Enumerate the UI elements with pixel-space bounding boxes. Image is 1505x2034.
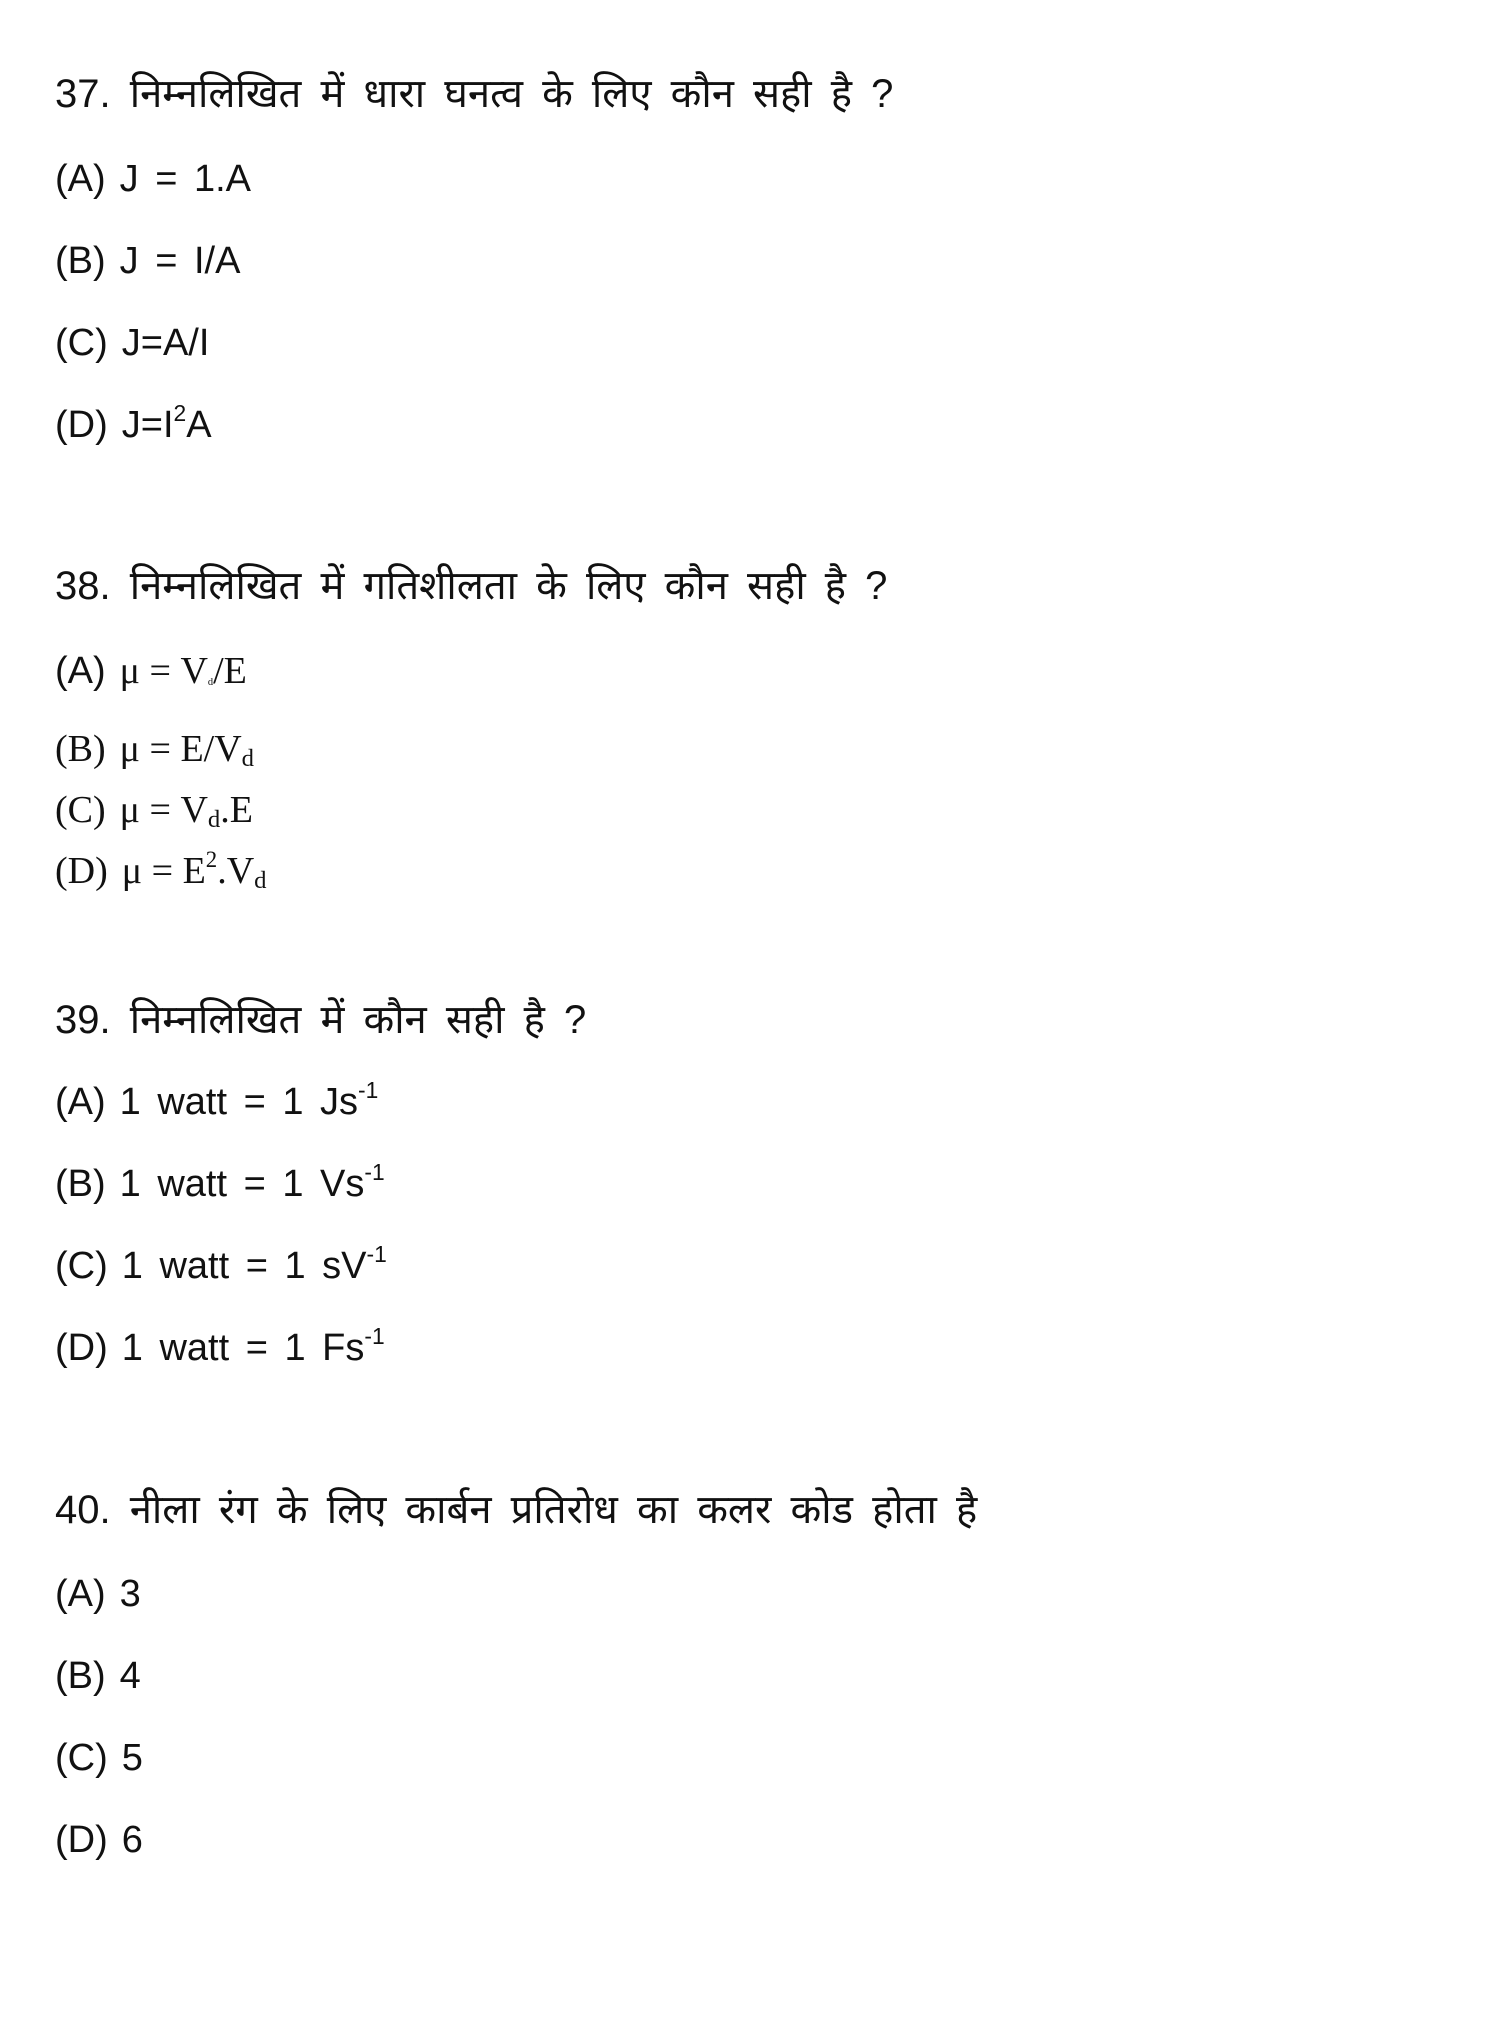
option-text: 3: [119, 1573, 141, 1615]
q40-option-a: [55, 1575, 141, 1613]
option-label: (A): [55, 1081, 106, 1123]
option-text: 1 watt = 1 Vs: [119, 1163, 365, 1205]
option-label: (B): [55, 1655, 106, 1697]
superscript: 2: [205, 847, 218, 873]
q37-option-c: [55, 324, 209, 362]
q38-option-d: [55, 847, 267, 894]
question-number: 40.: [55, 1488, 111, 1532]
option-label: (A): [55, 158, 106, 200]
q39-option-b: [55, 1159, 385, 1205]
option-label: (C): [55, 789, 106, 831]
subscript: d: [254, 866, 267, 894]
option-label: (C): [55, 322, 108, 364]
q37-option-a: [55, 160, 251, 198]
q38-option-c: [55, 789, 253, 833]
question-number: 39.: [55, 998, 111, 1042]
option-label: (C): [55, 1737, 108, 1779]
option-text-mid: .V: [217, 850, 255, 892]
q40-option-c: [55, 1739, 143, 1777]
option-text: μ = V: [119, 650, 208, 692]
subscript: d: [207, 805, 221, 833]
q37-option-b: [55, 242, 240, 280]
superscript: -1: [364, 1323, 385, 1350]
q39-option-c: [55, 1241, 387, 1287]
option-text-post: /E: [213, 650, 247, 692]
option-text: 6: [121, 1819, 143, 1861]
q38-option-a: [55, 652, 247, 690]
superscript: -1: [358, 1077, 379, 1104]
option-label: (D): [55, 1819, 108, 1861]
q38-option-b: [55, 728, 255, 772]
option-text-post: .E: [220, 789, 253, 831]
q40-option-d: [55, 1821, 143, 1859]
option-label: (B): [55, 728, 106, 770]
option-text: 1 watt = 1 sV: [121, 1245, 367, 1287]
option-text: 5: [121, 1737, 143, 1779]
question-39: [55, 1000, 586, 1040]
option-text: μ = E: [121, 850, 206, 892]
question-37: [55, 74, 893, 114]
q39-option-a: [55, 1077, 379, 1123]
option-label: (D): [55, 1327, 108, 1369]
option-label: (B): [55, 1163, 106, 1205]
option-text: 1 watt = 1 Js: [119, 1081, 359, 1123]
question-text: नीला रंग के लिए कार्बन प्रतिरोध का कलर कोड होता है: [129, 1488, 978, 1532]
option-text: 1 watt = 1 Fs: [121, 1327, 365, 1369]
option-text: μ = V: [119, 789, 208, 831]
option-text: J = 1.A: [119, 158, 251, 200]
option-label: (A): [55, 1573, 106, 1615]
question-number: 37.: [55, 72, 111, 116]
q40-option-b: [55, 1657, 141, 1695]
q39-option-d: [55, 1323, 385, 1369]
option-text: J=A/I: [121, 322, 210, 364]
option-label: (C): [55, 1245, 108, 1287]
option-label: (D): [55, 850, 108, 892]
question-number: 38.: [55, 564, 111, 608]
option-label: (B): [55, 240, 106, 282]
question-text: निम्नलिखित में धारा घनत्व के लिए कौन सही है ?: [129, 72, 894, 116]
option-text-post: A: [186, 404, 212, 446]
q37-option-d: [55, 400, 212, 446]
option-text: J = I/A: [119, 240, 241, 282]
superscript: -1: [366, 1241, 387, 1268]
question-38: [55, 566, 887, 606]
option-label: (D): [55, 404, 108, 446]
question-text: निम्नलिखित में गतिशीलता के लिए कौन सही है ?: [129, 564, 888, 608]
subscript: d: [207, 677, 214, 689]
question-text: निम्नलिखित में कौन सही है ?: [129, 998, 587, 1042]
option-text: J=I: [121, 404, 174, 446]
option-text: 4: [119, 1655, 141, 1697]
superscript: -1: [364, 1159, 385, 1186]
option-text: μ = E/V: [119, 728, 242, 770]
subscript: d: [241, 744, 255, 772]
question-40: [55, 1490, 977, 1530]
superscript: 2: [173, 400, 187, 427]
option-label: (A): [55, 650, 106, 692]
